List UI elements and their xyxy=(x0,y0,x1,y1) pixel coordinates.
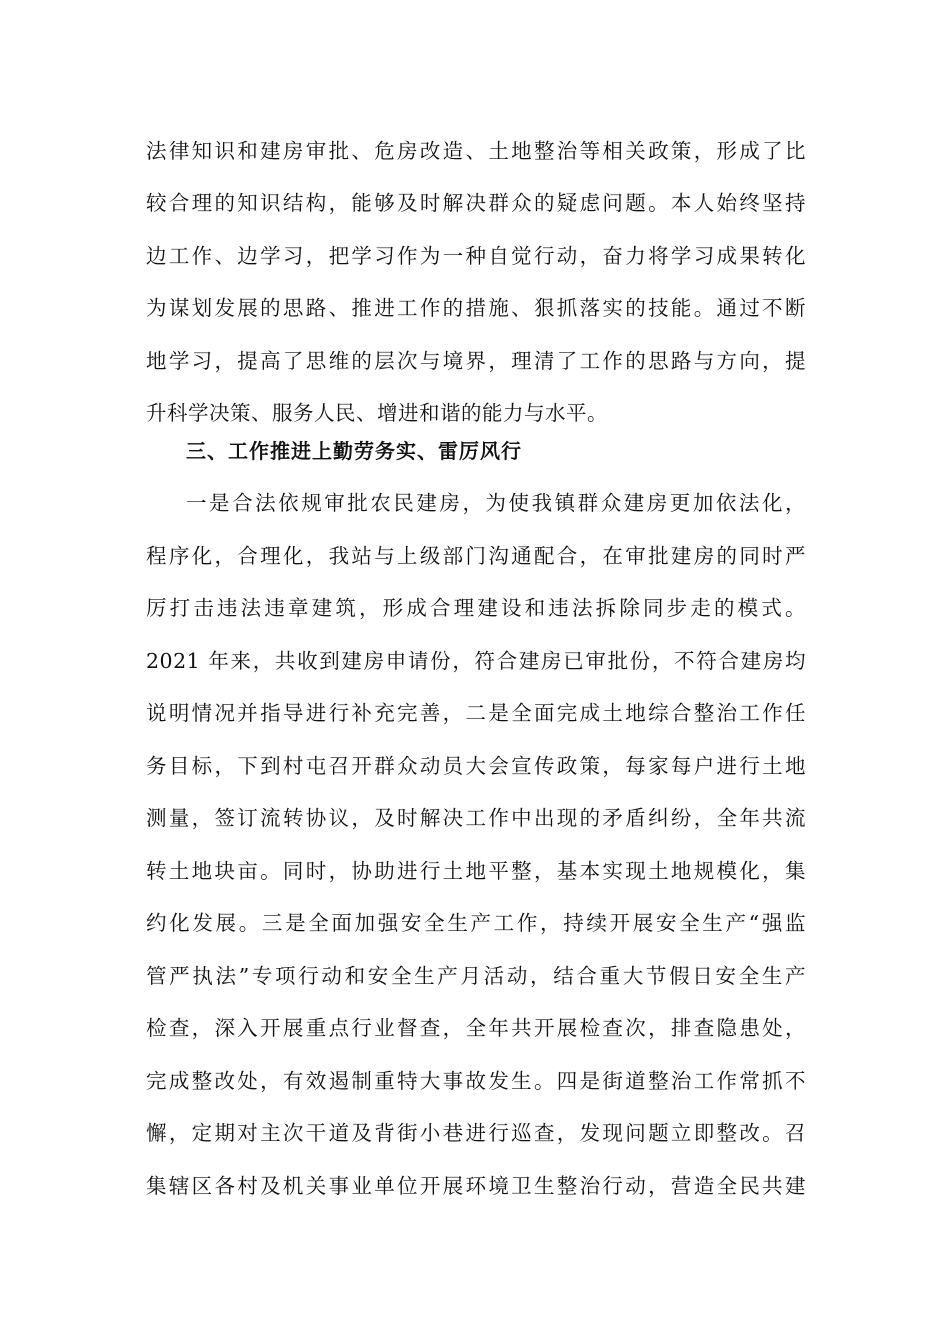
paragraph-2-line-11: 检查，深入开展重点行业督查，全年共开展检查次，排查隐患处， xyxy=(146,1016,806,1040)
paragraph-1-line-6: 升科学决策、服务人民、增进和谐的能力与水平。 xyxy=(146,401,608,425)
paragraph-2-line-2: 程序化，合理化，我站与上级部门沟通配合，在审批建房的同时严 xyxy=(146,544,806,568)
paragraph-2-line-9: 约化发展。三是全面加强安全生产工作，持续开展安全生产“强监 xyxy=(146,911,806,935)
paragraph-1-line-3: 边工作、边学习，把学习作为一种自觉行动，奋力将学习成果转化 xyxy=(146,244,806,268)
paragraph-2-line-1: 一是合法依规审批农民建房，为使我镇群众建房更加依法化， xyxy=(186,491,806,515)
paragraph-2-line-6: 务目标，下到村屯召开群众动员大会宣传政策，每家每户进行土地 xyxy=(146,754,806,778)
paragraph-2-line-13: 懈，定期对主次干道及背街小巷进行巡查，发现问题立即整改。召 xyxy=(146,1121,806,1145)
paragraph-1-line-5: 地学习，提高了思维的层次与境界，理清了工作的思路与方向，提 xyxy=(146,349,806,373)
paragraph-1-line-1: 法律知识和建房审批、危房改造、土地整治等相关政策，形成了比 xyxy=(146,139,806,163)
paragraph-2-line-4: 2021 年来，共收到建房申请份，符合建房已审批份，不符合建房均 xyxy=(146,649,806,673)
paragraph-1-line-2: 较合理的知识结构，能够及时解决群众的疑虑问题。本人始终坚持 xyxy=(146,191,806,215)
section-heading: 三、工作推进上勤劳务实、雷厉风行 xyxy=(186,439,522,463)
paragraph-2-line-7: 测量，签订流转协议，及时解决工作中出现的矛盾纠纷，全年共流 xyxy=(146,806,806,830)
paragraph-2-line-10: 管严执法”专项行动和安全生产月活动，结合重大节假日安全生产 xyxy=(146,964,806,988)
paragraph-2-line-8: 转土地块亩。同时，协助进行土地平整，基本实现土地规模化，集 xyxy=(146,859,806,883)
paragraph-2-line-5: 说明情况并指导进行补充完善，二是全面完成土地综合整治工作任 xyxy=(146,701,806,725)
paragraph-2-line-14: 集辖区各村及机关事业单位开展环境卫生整治行动，营造全民共建 xyxy=(146,1174,806,1198)
paragraph-2-line-3: 厉打击违法违章建筑，形成合理建设和违法拆除同步走的模式。 xyxy=(146,596,806,620)
paragraph-1-line-4: 为谋划发展的思路、推进工作的措施、狠抓落实的技能。通过不断 xyxy=(146,296,806,320)
paragraph-2-line-12: 完成整改处，有效遏制重特大事故发生。四是街道整治工作常抓不 xyxy=(146,1069,806,1093)
